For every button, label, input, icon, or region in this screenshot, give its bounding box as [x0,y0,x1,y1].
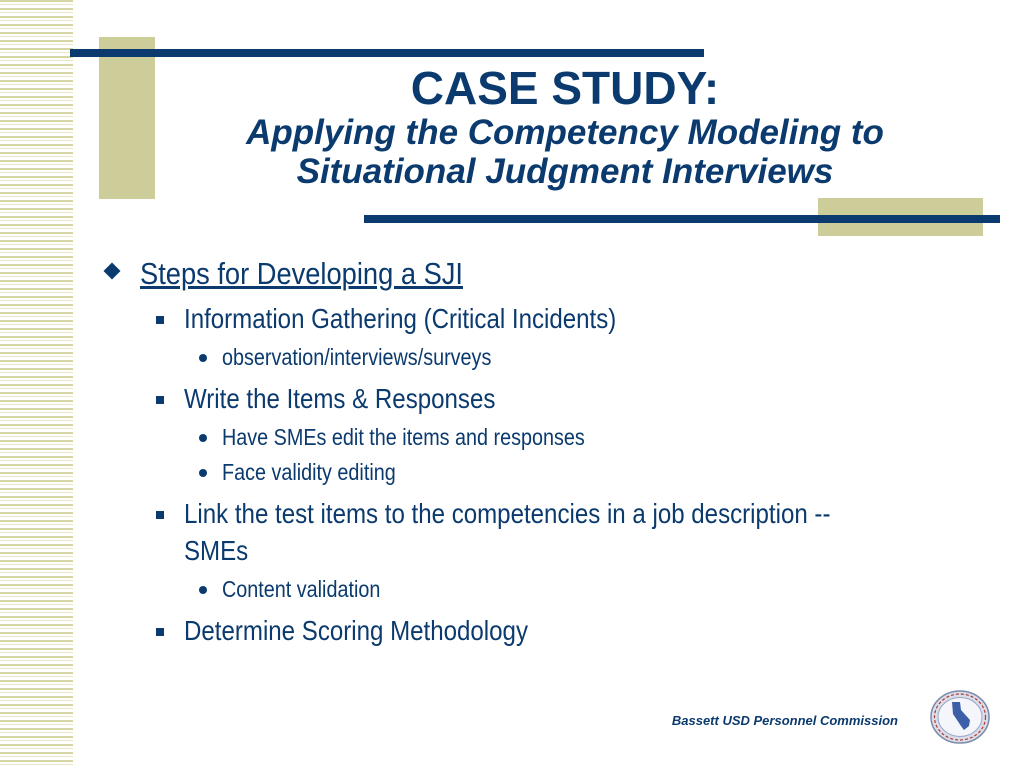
title-subtitle-line-1: Applying the Competency Modeling to [246,113,884,152]
outline-subitem [100,422,980,452]
outline-item-4 [100,612,980,649]
outline-item-text: Information Gathering (Critical Incidents) [184,303,617,334]
outline-subitem-text: Face validity editing [222,459,396,485]
outline-item-text-line-2: SMEs [184,535,249,566]
round-bullet-icon [199,469,207,477]
square-bullet-icon [156,511,164,519]
outline-subitem [100,457,980,487]
outline-subitem [100,574,980,604]
round-bullet-icon [199,354,207,362]
square-bullet-icon [156,396,164,404]
footer-organization: Bassett USD Personnel Commission [671,713,898,728]
outline-item-3 [100,495,980,569]
left-striped-border [0,0,73,768]
outline-item-text: Determine Scoring Methodology [184,615,528,646]
title-rule-bottom [364,215,1000,223]
accent-block-left [99,37,155,199]
outline-item-text-line-1: Link the test items to the competencies in a job description -- [184,498,831,529]
title-rule-top [70,49,704,57]
title-main: CASE STUDY: [410,62,720,114]
outline-item-text: Write the Items & Responses [184,383,496,414]
outline-subitem-text: Content validation [222,576,381,602]
round-bullet-icon [199,586,207,594]
square-bullet-icon [156,316,164,324]
diamond-bullet-icon [104,263,121,280]
outline-subitem-text: Have SMEs edit the items and responses [222,424,585,450]
title-subtitle-line-2: Situational Judgment Interviews [296,152,834,191]
square-bullet-icon [156,628,164,636]
outline-item-1 [100,300,980,337]
slide-body [100,252,980,649]
outline-item-2 [100,380,980,417]
outline-heading-link[interactable]: Steps for Developing a SJI [140,256,464,291]
round-bullet-icon [199,434,207,442]
slide-title [160,63,970,191]
california-seal-icon [930,690,990,744]
outline-subitem [100,342,980,372]
outline-subitem-text: observation/interviews/surveys [222,344,492,370]
outline-heading [100,252,980,296]
